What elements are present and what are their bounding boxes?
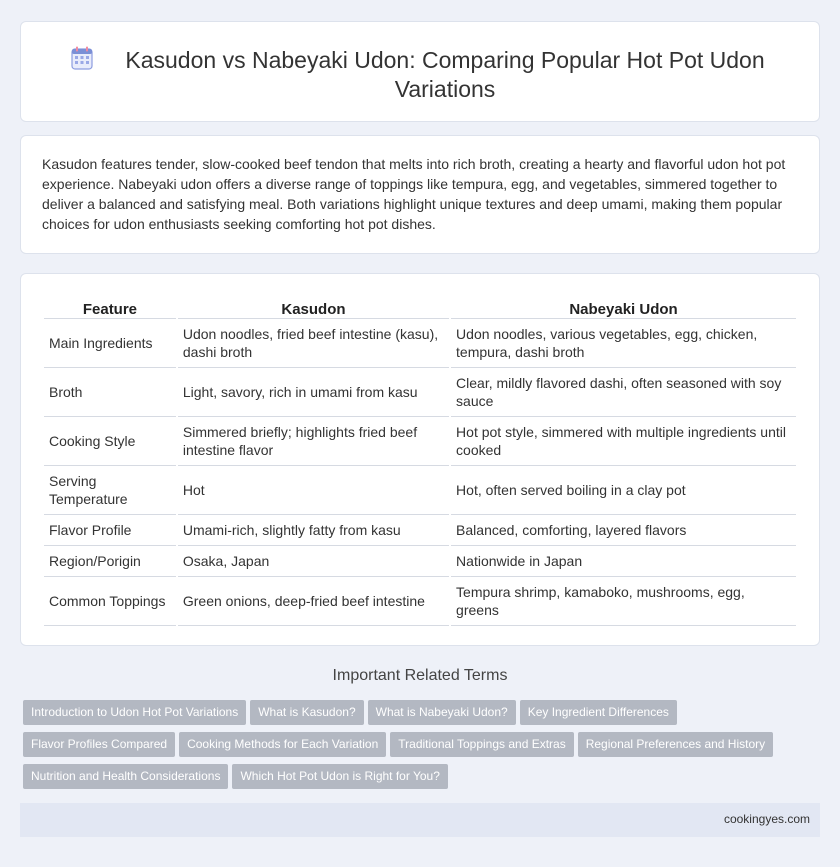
nabeyaki-cell: Clear, mildly flavored dashi, often seasoned with soy sauce <box>451 368 796 417</box>
header-nabeyaki-udon: Nabeyaki Udon <box>451 294 796 319</box>
related-tag[interactable]: Nutrition and Health Considerations <box>23 764 228 789</box>
nabeyaki-cell: Balanced, comforting, layered flavors <box>451 515 796 546</box>
related-terms-tags <box>23 700 803 796</box>
nabeyaki-cell: Hot pot style, simmered with multiple ingredients until cooked <box>451 417 796 466</box>
table-row <box>44 515 796 546</box>
table-row <box>44 417 796 466</box>
feature-cell: Main Ingredients <box>44 319 176 368</box>
header-feature: Feature <box>44 294 176 319</box>
table-row <box>44 319 796 368</box>
feature-cell: Serving Temperature <box>44 466 176 515</box>
table-row <box>44 577 796 626</box>
header-kasudon: Kasudon <box>178 294 449 319</box>
related-tag[interactable]: What is Kasudon? <box>250 700 363 725</box>
nabeyaki-cell: Udon noodles, various vegetables, egg, chicken, tempura, dashi broth <box>451 319 796 368</box>
table-row <box>44 546 796 577</box>
feature-cell: Cooking Style <box>44 417 176 466</box>
related-tag[interactable]: Flavor Profiles Compared <box>23 732 175 757</box>
kasudon-cell: Osaka, Japan <box>178 546 449 577</box>
feature-cell: Common Toppings <box>44 577 176 626</box>
related-terms-title: Important Related Terms <box>332 667 508 684</box>
title-card <box>20 21 820 122</box>
kasudon-cell: Udon noodles, fried beef intestine (kasu), dashi broth <box>178 319 449 368</box>
footer-site-link[interactable]: cookingyes.com <box>723 812 810 826</box>
kasudon-cell: Simmered briefly; highlights fried beef intestine flavor <box>178 417 449 466</box>
table-row <box>44 466 796 515</box>
nabeyaki-cell: Hot, often served boiling in a clay pot <box>451 466 796 515</box>
related-tag[interactable]: Key Ingredient Differences <box>520 700 677 725</box>
kasudon-cell: Light, savory, rich in umami from kasu <box>178 368 449 417</box>
related-tag[interactable]: Regional Preferences and History <box>578 732 773 757</box>
kasudon-cell: Umami-rich, slightly fatty from kasu <box>178 515 449 546</box>
related-tag[interactable]: Introduction to Udon Hot Pot Variations <box>23 700 246 725</box>
feature-cell: Flavor Profile <box>44 515 176 546</box>
comparison-table-card <box>20 273 820 646</box>
table-row <box>44 368 796 417</box>
comparison-table <box>42 294 798 626</box>
kasudon-cell: Green onions, deep-fried beef intestine <box>178 577 449 626</box>
kasudon-cell: Hot <box>178 466 449 515</box>
intro-card <box>20 135 820 254</box>
related-tag[interactable]: Traditional Toppings and Extras <box>390 732 573 757</box>
related-tag[interactable]: What is Nabeyaki Udon? <box>368 700 516 725</box>
feature-cell: Broth <box>44 368 176 417</box>
nabeyaki-cell: Nationwide in Japan <box>451 546 796 577</box>
intro-paragraph: Kasudon features tender, slow-cooked beef tendon that melts into rich broth, creating a hearty and flavorful udon hot pot experience. Nabeyaki udon offers a diverse range of toppings like tempura, egg, and vegetables, simmered together to deliver a balanced and satisfying meal. Both variations highlight unique textures and deep umami, making them popular choices for udon enthusiasts seeking comforting hot pot dishes. <box>42 156 786 232</box>
related-tag[interactable]: Cooking Methods for Each Variation <box>179 732 386 757</box>
footer <box>20 803 820 837</box>
related-tag[interactable]: Which Hot Pot Udon is Right for You? <box>232 764 447 789</box>
feature-cell: Region/Porigin <box>44 546 176 577</box>
nabeyaki-cell: Tempura shrimp, kamaboko, mushrooms, egg, greens <box>451 577 796 626</box>
page-title: Kasudon vs Nabeyaki Udon: Comparing Popular Hot Pot Udon Variations <box>125 47 765 102</box>
table-header-row <box>44 294 796 319</box>
